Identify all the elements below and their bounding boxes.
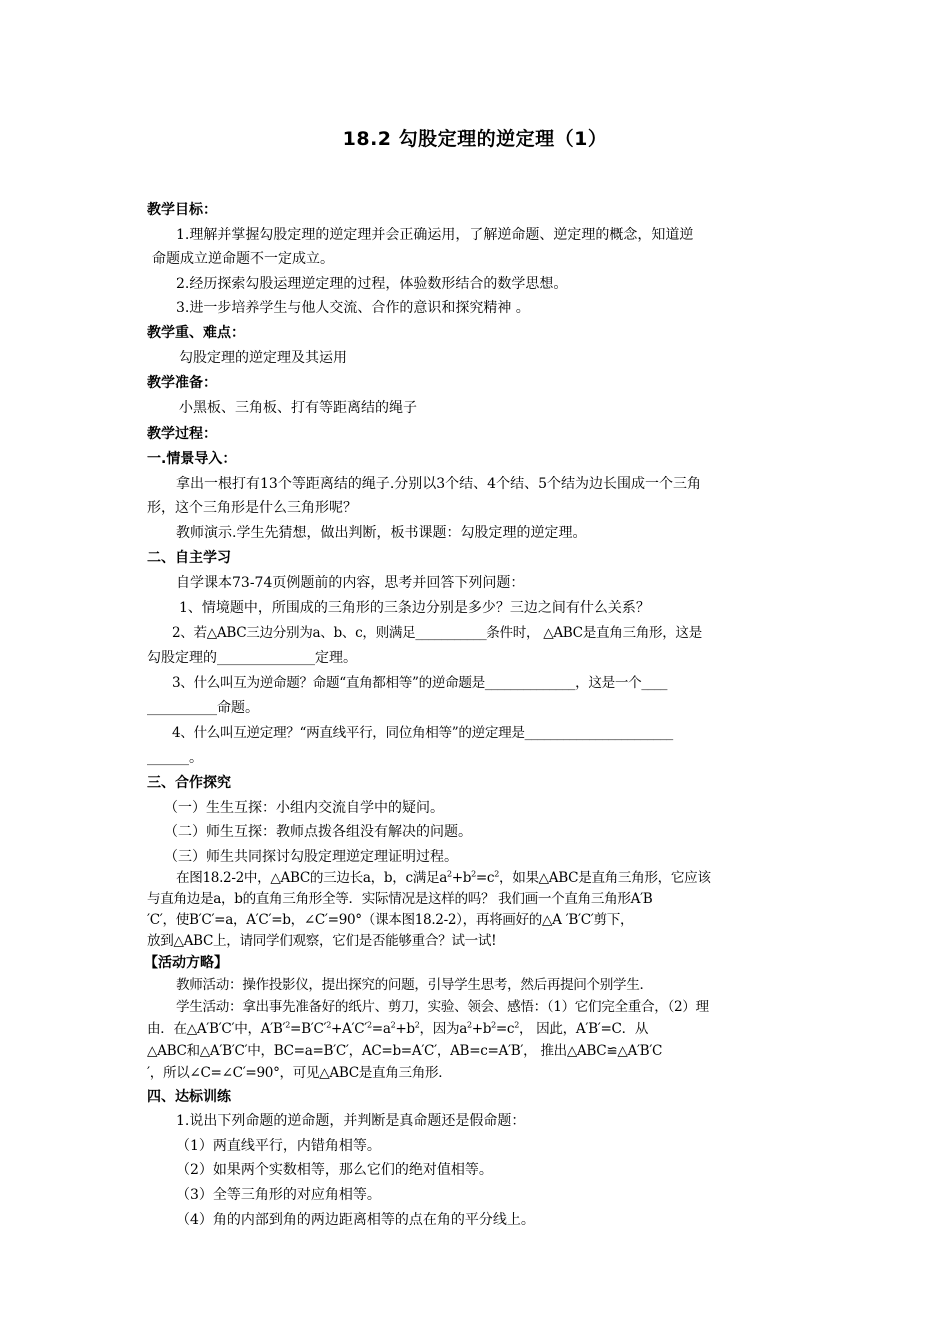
activity-student: 学生活动：拿出事先准备好的纸片、剪刀，实验、领会、感悟：（1）它们完全重合，（2）理 xyxy=(176,999,709,1015)
training-intro: 1.说出下列命题的逆命题，并判断是真命题还是假命题： xyxy=(176,1113,526,1129)
preparation: 小黑板、三角板、打有等距离结的绳子 xyxy=(179,400,417,416)
goal-1: 1.理解并掌握勾股定理的逆定理并会正确运用，了解逆命题、逆定理的概念，知道逆 xyxy=(176,227,694,243)
intro-line-1: 拿出一根打有13个等距离结的绳子.分别以3个结、4个结、5个结为边长围成一个三角 xyxy=(176,476,701,492)
question-2: 2、若△ABC三边分别为a、b、c，则满足___________条件时， △ABC是直角三角形，这是 xyxy=(172,625,702,641)
self-study-intro: 自学课本73-74页例题前的内容，思考并回答下列问题： xyxy=(176,575,525,591)
question-2-cont: 勾股定理的______________定理。 xyxy=(147,650,357,666)
heading-section-2: 二、自主学习 xyxy=(147,550,231,566)
explore-line-3: ′C′，使B′C′=a，A′C′=b，∠C′=90°（课本图18.2-2），再将画好的△A ′B′C′剪下， xyxy=(147,912,634,928)
training-item-4: （4）角的内部到角的两边距离相等的点在角的平分线上。 xyxy=(176,1212,535,1228)
question-4: 4、什么叫互逆定理？“两直线平行，同位角相等”的逆定理是_______________________ xyxy=(172,725,673,741)
question-4-cont: ______。 xyxy=(147,750,203,766)
coop-step-1: （一）生生互探：小组内交流自学中的疑问。 xyxy=(164,800,444,816)
goal-3: 3.进一步培养学生与他人交流、合作的意识和探究精神 。 xyxy=(176,300,530,316)
training-item-1: （1）两直线平行，内错角相等。 xyxy=(176,1138,381,1154)
heading-section-3: 三、合作探究 xyxy=(147,775,231,791)
explore-line-4: 放到△ABC上，请同学们观察，它们是否能够重合？试一试! xyxy=(147,933,497,949)
training-item-2: （2）如果两个实数相等，那么它们的绝对值相等。 xyxy=(176,1162,493,1178)
heading-key-points: 教学重、难点： xyxy=(147,325,245,341)
heading-process: 教学过程： xyxy=(147,426,217,442)
coop-step-3: （三）师生共同探讨勾股定理逆定理证明过程。 xyxy=(164,849,458,865)
heading-section-4: 四、达标训练 xyxy=(147,1089,231,1105)
question-3: 3、什么叫互为逆命题？命题“直角都相等”的逆命题是______________，这是一个____ xyxy=(172,675,668,691)
question-3-cont: __________命题。 xyxy=(147,700,259,716)
page-title: 18.2 勾股定理的逆定理（1） xyxy=(342,128,608,150)
key-points: 勾股定理的逆定理及其运用 xyxy=(179,350,347,366)
intro-line-3: 教师演示.学生先猜想，做出判断，板书课题：勾股定理的逆定理。 xyxy=(176,525,587,541)
activity-teacher: 教师活动：操作投影仪，提出探究的问题，引导学生思考，然后再提问个别学生． xyxy=(176,977,653,993)
heading-section-1: 一.情景导入： xyxy=(147,451,237,467)
activity-line-5: ′，所以∠C=∠C′=90°，可见△ABC是直角三角形． xyxy=(147,1065,452,1081)
question-1: 1、情境题中，所围成的三角形的三条边分别是多少？三边之间有什么关系？ xyxy=(179,600,650,616)
explore-line-2: 与直角边是a，b的直角三角形全等．实际情况是这样的吗？ 我们画一个直角三角形A′B xyxy=(147,891,653,907)
coop-step-2: （二）师生互探：教师点拨各组没有解决的问题。 xyxy=(164,824,472,840)
heading-activity: 【活动方略】 xyxy=(144,955,228,971)
activity-line-4: △ABC和△A′B′C′中，BC=a=B′C′，AC=b=A′C′，AB=c=A′B′， 推出△ABC≌△A′B′C xyxy=(147,1043,663,1059)
intro-line-2: 形，这个三角形是什么三角形呢？ xyxy=(147,500,357,516)
heading-preparation: 教学准备： xyxy=(147,375,217,391)
goal-1-cont: 命题成立逆命题不一定成立。 xyxy=(152,251,334,267)
heading-goals: 教学目标： xyxy=(147,202,217,218)
explore-line-1: 在图18.2-2中，△ABC的三边长a，b，c满足$a^2+b^2=c^2$，如果△ABC是直角三角形，它应该 xyxy=(176,869,711,886)
goal-2: 2.经历探索勾股运理逆定理的过程，体验数形结合的数学思想。 xyxy=(176,276,568,292)
activity-line-3: 由．在△A′B′C′中，$A'B'^2=B'C'^2+A'C'^2=a^2+b^2$，因为$a^2+b^2=c^2$， 因此，A′B′=C．从 xyxy=(147,1020,649,1037)
training-item-3: （3）全等三角形的对应角相等。 xyxy=(176,1187,381,1203)
